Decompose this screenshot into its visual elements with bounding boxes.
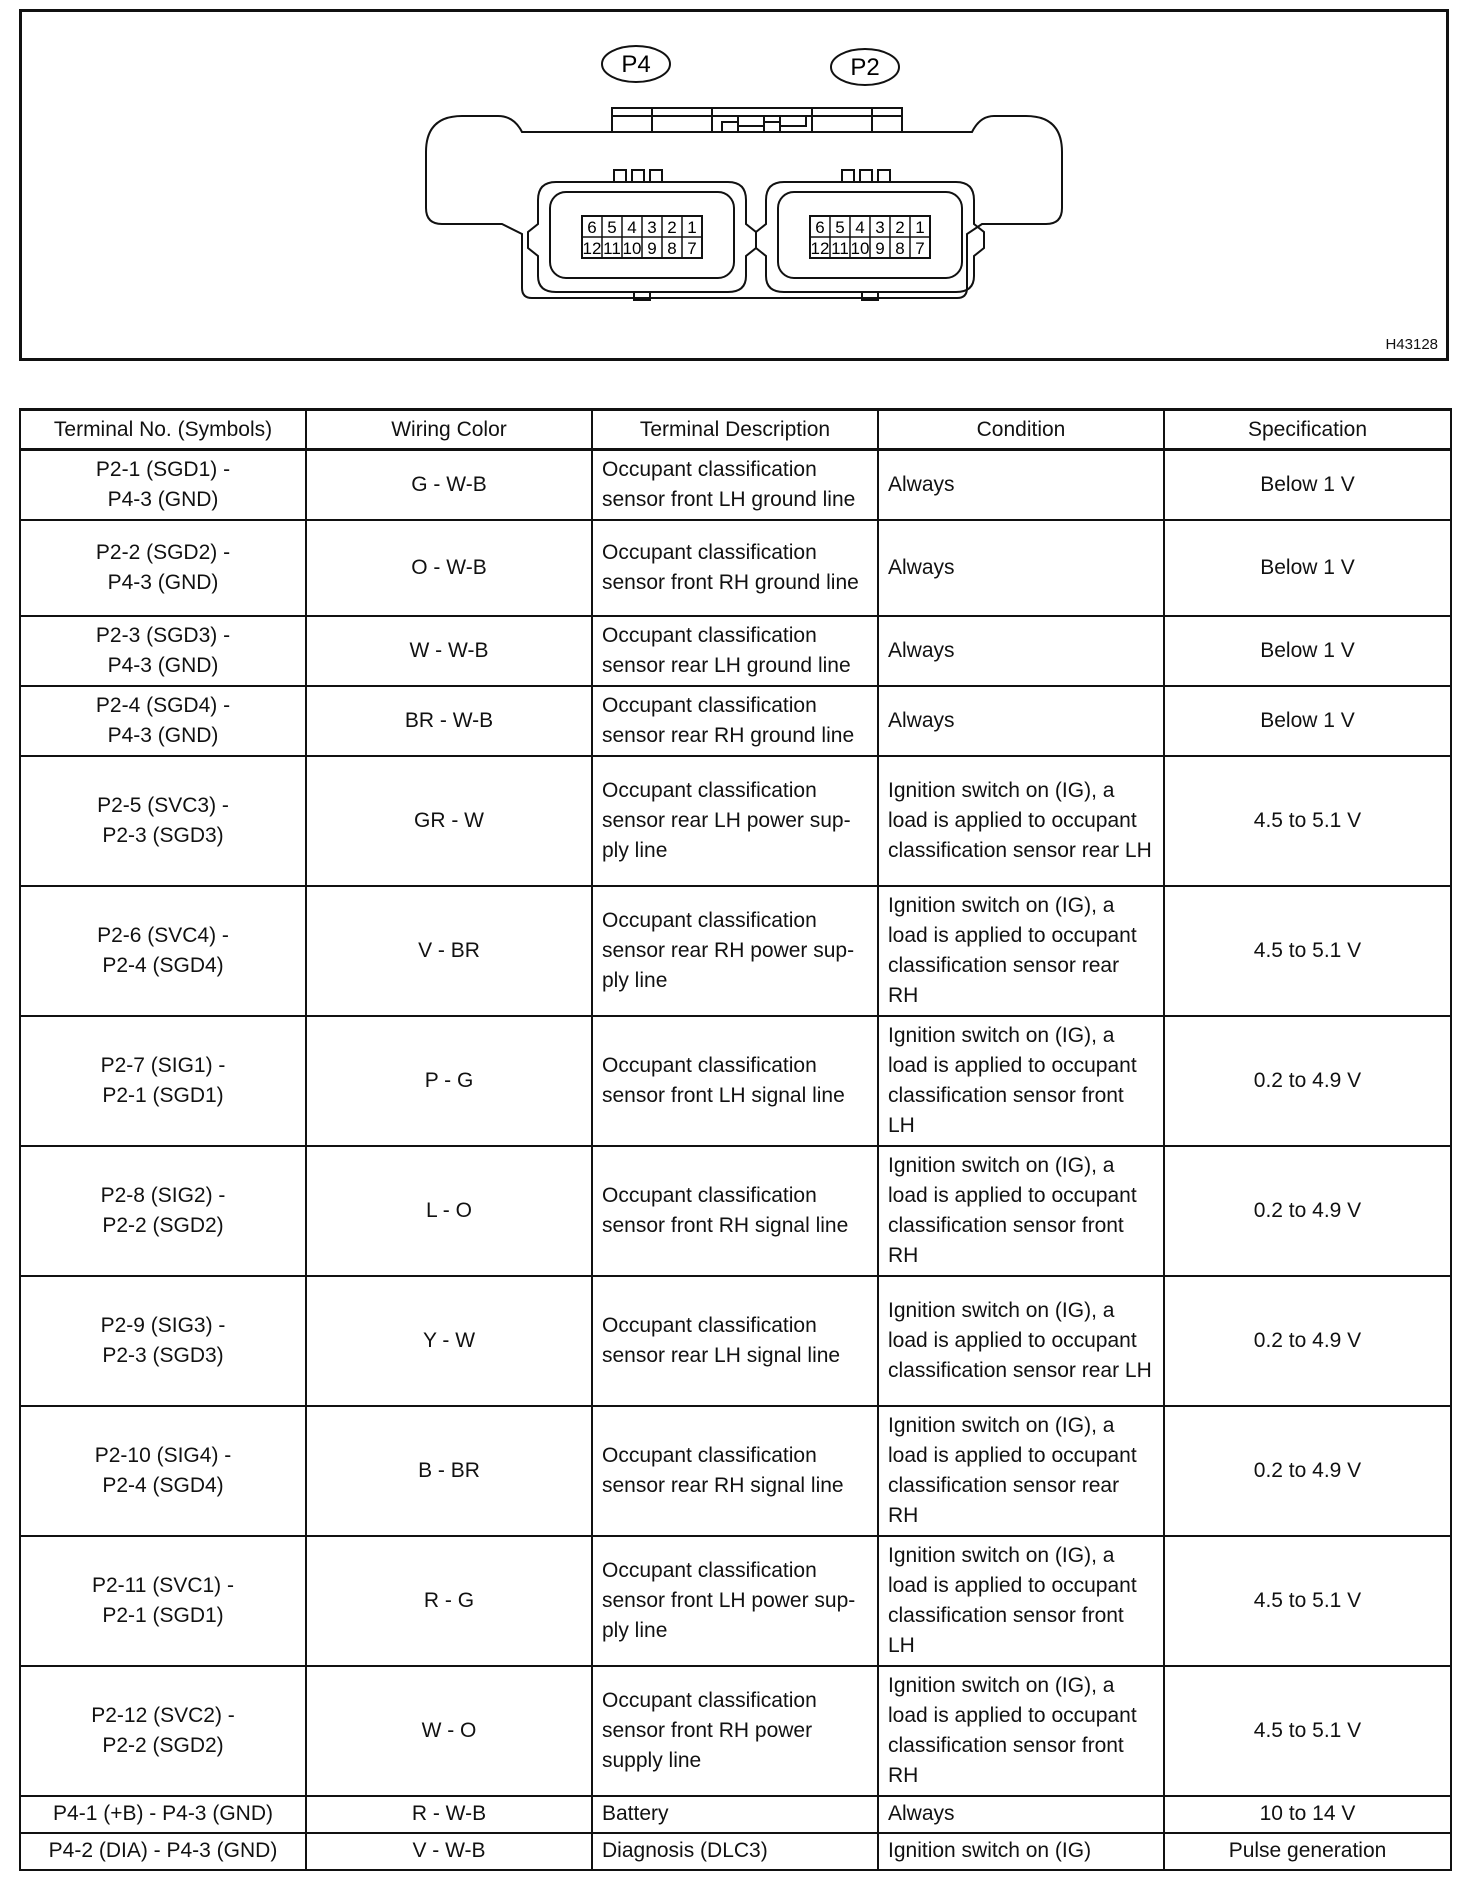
pin-number: 2	[895, 218, 905, 237]
cell-condition: Always	[878, 520, 1164, 616]
cell-terminal: P4-1 (+B) - P4-3 (GND)	[20, 1796, 306, 1833]
cell-condition: Ignition switch on (IG), a load is applied to occupant classification sensor rear RH	[878, 886, 1164, 1016]
pin-number: 6	[587, 218, 597, 237]
cell-terminal: P2-8 (SIG2) - P2-2 (SGD2)	[20, 1146, 306, 1276]
pin-number: 11	[831, 239, 849, 258]
cell-wiring-color: L - O	[306, 1146, 592, 1276]
cell-condition: Ignition switch on (IG), a load is applied to occupant classification sensor rear RH	[878, 1406, 1164, 1536]
cell-terminal: P2-9 (SIG3) - P2-3 (SGD3)	[20, 1276, 306, 1406]
cell-wiring-color: W - W-B	[306, 616, 592, 686]
pin-number: 12	[810, 239, 830, 258]
cell-description: Occupant classification sensor front RH signal line	[592, 1146, 878, 1276]
pin-number: 4	[627, 218, 637, 237]
table-row	[20, 686, 1451, 756]
pin-number: 12	[582, 239, 602, 258]
table-row	[20, 886, 1451, 1016]
cell-wiring-color: R - G	[306, 1536, 592, 1666]
cell-specification: Below 1 V	[1164, 686, 1451, 756]
pin-number: 6	[815, 218, 825, 237]
cell-terminal: P2-10 (SIG4) - P2-4 (SGD4)	[20, 1406, 306, 1536]
cell-condition: Always	[878, 686, 1164, 756]
cell-specification: 4.5 to 5.1 V	[1164, 886, 1451, 1016]
pin-number: 10	[622, 239, 642, 258]
pin-number: 8	[895, 239, 905, 258]
cell-wiring-color: P - G	[306, 1016, 592, 1146]
cell-description: Occupant classification sensor front LH power sup-ply line	[592, 1536, 878, 1666]
pin-number: 1	[915, 218, 925, 237]
cell-description: Occupant classification sensor front RH ground line	[592, 520, 878, 616]
cell-terminal: P2-7 (SIG1) - P2-1 (SGD1)	[20, 1016, 306, 1146]
header-wiring-color: Wiring Color	[306, 410, 592, 450]
table-row	[20, 1833, 1451, 1870]
cell-condition: Always	[878, 450, 1164, 520]
cell-specification: 0.2 to 4.9 V	[1164, 1016, 1451, 1146]
cell-condition: Ignition switch on (IG), a load is applied to occupant classification sensor front LH	[878, 1016, 1164, 1146]
table-row	[20, 1406, 1451, 1536]
cell-wiring-color: W - O	[306, 1666, 592, 1796]
cell-specification: 4.5 to 5.1 V	[1164, 756, 1451, 886]
figure-code: H43128	[1385, 336, 1438, 353]
table-row	[20, 1536, 1451, 1666]
header-specification: Specification	[1164, 410, 1451, 450]
table-row	[20, 1276, 1451, 1406]
header-terminal-description: Terminal Description	[592, 410, 878, 450]
table-row	[20, 1146, 1451, 1276]
connector-p4	[528, 170, 756, 300]
cell-terminal: P4-2 (DIA) - P4-3 (GND)	[20, 1833, 306, 1870]
p4-callout-label: P4	[621, 51, 651, 78]
table-row	[20, 756, 1451, 886]
cell-specification: 4.5 to 5.1 V	[1164, 1536, 1451, 1666]
cell-terminal: P2-12 (SVC2) - P2-2 (SGD2)	[20, 1666, 306, 1796]
cell-condition: Ignition switch on (IG), a load is applied to occupant classification sensor rear LH	[878, 1276, 1164, 1406]
cell-condition: Ignition switch on (IG)	[878, 1833, 1164, 1870]
pin-number: 8	[667, 239, 677, 258]
header-terminal: Terminal No. (Symbols)	[20, 410, 306, 450]
connector-diagram	[22, 12, 1446, 358]
cell-condition: Ignition switch on (IG), a load is applied to occupant classification sensor front LH	[878, 1536, 1164, 1666]
pin-number: 7	[915, 239, 925, 258]
cell-description: Battery	[592, 1796, 878, 1833]
cell-description: Occupant classification sensor rear RH power sup-ply line	[592, 886, 878, 1016]
cell-description: Occupant classification sensor front LH signal line	[592, 1016, 878, 1146]
p2-callout-label: P2	[850, 54, 880, 81]
cell-description: Diagnosis (DLC3)	[592, 1833, 878, 1870]
pin-number: 4	[855, 218, 865, 237]
cell-description: Occupant classification sensor rear RH signal line	[592, 1406, 878, 1536]
cell-description: Occupant classification sensor rear LH signal line	[592, 1276, 878, 1406]
connector-figure	[19, 9, 1449, 361]
cell-specification: Below 1 V	[1164, 616, 1451, 686]
pin-number: 9	[875, 239, 885, 258]
cell-terminal: P2-3 (SGD3) - P4-3 (GND)	[20, 616, 306, 686]
table-row	[20, 616, 1451, 686]
cell-wiring-color: Y - W	[306, 1276, 592, 1406]
cell-specification: 4.5 to 5.1 V	[1164, 1666, 1451, 1796]
pin-number: 1	[687, 218, 697, 237]
pin-number: 3	[647, 218, 657, 237]
cell-specification: 10 to 14 V	[1164, 1796, 1451, 1833]
cell-terminal: P2-6 (SVC4) - P2-4 (SGD4)	[20, 886, 306, 1016]
pin-number: 10	[850, 239, 870, 258]
terminal-spec-table	[19, 408, 1452, 1871]
cell-wiring-color: R - W-B	[306, 1796, 592, 1833]
cell-condition: Always	[878, 616, 1164, 686]
cell-description: Occupant classification sensor front LH ground line	[592, 450, 878, 520]
cell-wiring-color: BR - W-B	[306, 686, 592, 756]
connector-p2	[756, 170, 984, 300]
table-row	[20, 1016, 1451, 1146]
pin-number: 7	[687, 239, 697, 258]
pin-number: 9	[647, 239, 657, 258]
pin-number: 5	[835, 218, 845, 237]
table-row	[20, 450, 1451, 520]
cell-description: Occupant classification sensor rear RH ground line	[592, 686, 878, 756]
cell-wiring-color: B - BR	[306, 1406, 592, 1536]
cell-specification: 0.2 to 4.9 V	[1164, 1276, 1451, 1406]
cell-condition: Ignition switch on (IG), a load is applied to occupant classification sensor front RH	[878, 1146, 1164, 1276]
cell-wiring-color: GR - W	[306, 756, 592, 886]
pin-number: 11	[603, 239, 621, 258]
table-row	[20, 520, 1451, 616]
cell-description: Occupant classification sensor rear LH power sup-ply line	[592, 756, 878, 886]
cell-wiring-color: V - BR	[306, 886, 592, 1016]
cell-terminal: P2-4 (SGD4) - P4-3 (GND)	[20, 686, 306, 756]
cell-terminal: P2-2 (SGD2) - P4-3 (GND)	[20, 520, 306, 616]
cell-terminal: P2-1 (SGD1) - P4-3 (GND)	[20, 450, 306, 520]
table-row	[20, 1796, 1451, 1833]
pin-number: 2	[667, 218, 677, 237]
cell-terminal: P2-5 (SVC3) - P2-3 (SGD3)	[20, 756, 306, 886]
cell-condition: Ignition switch on (IG), a load is applied to occupant classification sensor rear LH	[878, 756, 1164, 886]
table-row	[20, 1666, 1451, 1796]
cell-description: Occupant classification sensor front RH power supply line	[592, 1666, 878, 1796]
cell-specification: Below 1 V	[1164, 520, 1451, 616]
cell-condition: Always	[878, 1796, 1164, 1833]
cell-wiring-color: V - W-B	[306, 1833, 592, 1870]
cell-specification: Pulse generation	[1164, 1833, 1451, 1870]
table-header-row	[20, 410, 1451, 450]
cell-specification: 0.2 to 4.9 V	[1164, 1406, 1451, 1536]
cell-description: Occupant classification sensor rear LH ground line	[592, 616, 878, 686]
pin-number: 3	[875, 218, 885, 237]
pin-number: 5	[607, 218, 617, 237]
cell-specification: Below 1 V	[1164, 450, 1451, 520]
cell-condition: Ignition switch on (IG), a load is applied to occupant classification sensor front RH	[878, 1666, 1164, 1796]
cell-terminal: P2-11 (SVC1) - P2-1 (SGD1)	[20, 1536, 306, 1666]
cell-wiring-color: G - W-B	[306, 450, 592, 520]
cell-wiring-color: O - W-B	[306, 520, 592, 616]
cell-specification: 0.2 to 4.9 V	[1164, 1146, 1451, 1276]
header-condition: Condition	[878, 410, 1164, 450]
